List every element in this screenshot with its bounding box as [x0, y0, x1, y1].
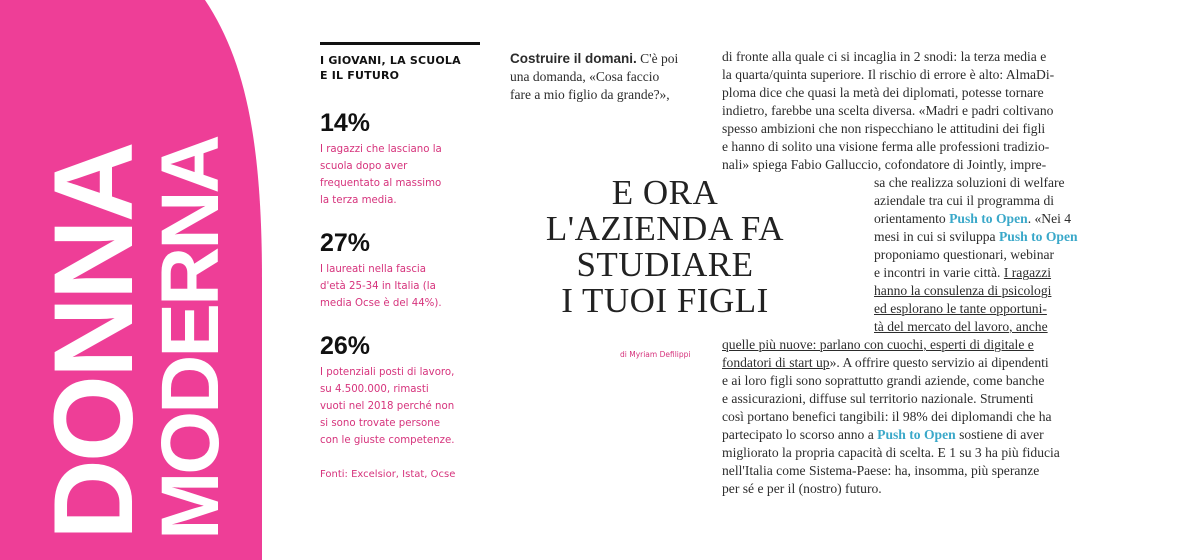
body-line: ploma dice che quasi la metà dei diplomati, potesse tornare — [722, 85, 1044, 100]
body-line: tà del mercato del lavoro, anche — [874, 319, 1048, 334]
stat-description-line: media Ocse è del 44%). — [320, 298, 442, 309]
masthead-svg — [0, 0, 262, 560]
brand-push-to-open: Push to Open — [877, 427, 956, 442]
body-line: spesso ambizioni che non rispecchiano le attitudini dei figli — [722, 121, 1046, 136]
body-text: mesi in cui si sviluppa — [874, 229, 999, 244]
stats-heading — [320, 53, 480, 83]
masthead-line-donna: DONNA — [31, 144, 156, 540]
body-text: . «Nei 4 — [1027, 211, 1072, 226]
body-line — [874, 210, 1071, 228]
stats-box — [320, 42, 480, 480]
body-line: nell'Italia come Sistema-Paese: ha, insomma, più speranze — [722, 463, 1040, 478]
body-line: la quarta/quinta superiore. Il rischio di errore è alto: AlmaDi- — [722, 67, 1055, 82]
intro-line-rest: C'è poi — [636, 51, 679, 66]
headline-line: I TUOI FIGLI — [561, 281, 769, 320]
intro-line — [510, 50, 702, 68]
body-line: aziendale tra cui il programma di — [874, 193, 1055, 208]
body-text: e incontri in varie città. — [874, 265, 1004, 280]
stat-description — [320, 261, 480, 312]
headline-line: STUDIARE — [576, 245, 754, 284]
body-line: e ai loro figli sono soprattutto grandi aziende, come banche — [722, 373, 1045, 388]
stat-description-line: I laureati nella fascia — [320, 264, 426, 275]
stat-item — [320, 109, 480, 209]
stat-description-line: d'età 25-34 in Italia (la — [320, 281, 436, 292]
brand-push-to-open: Push to Open — [998, 229, 1078, 244]
article-byline: di Myriam Defilippi — [620, 350, 691, 359]
stat-percent: 26% — [320, 332, 371, 360]
stat-description-line: si sono trovate persone — [320, 418, 440, 429]
body-text: ». A offrire questo servizio ai dipendenti — [829, 355, 1049, 370]
stat-description-line: frequentato al massimo — [320, 178, 442, 189]
body-line: quelle più nuove: parlano con cuochi, esperti di digitale e — [722, 337, 1034, 352]
body-line: indietro, farebbe una scelta diversa. «Madri e padri coltivano — [722, 103, 1054, 118]
body-line: così portano benefici tangibili: il 98% dei diplomandi che ha — [722, 409, 1052, 424]
body-line: migliorato la propria capacità di scelta. E 1 su 3 ha più fiducia — [722, 445, 1060, 460]
stat-item — [320, 332, 480, 449]
underlined-text: I ragazzi — [1003, 265, 1052, 280]
body-line — [874, 264, 1051, 282]
intro-paragraph — [510, 50, 702, 104]
stat-description-line: con le giuste competenze. — [320, 435, 455, 446]
body-text: sostiene di aver — [955, 427, 1044, 442]
masthead-band — [0, 0, 262, 560]
body-line: e hanno di solito una visione ferma alle professioni tradizio- — [722, 139, 1050, 154]
underlined-text: fondatori di start up — [722, 355, 830, 370]
brand-push-to-open: Push to Open — [949, 211, 1028, 226]
stat-percent: 14% — [320, 109, 371, 137]
stat-description-line: scuola dopo aver — [320, 161, 408, 172]
stat-item — [320, 229, 480, 312]
body-line — [874, 228, 1078, 246]
stat-description — [320, 141, 480, 209]
body-line: per sé e per il (nostro) futuro. — [722, 481, 882, 496]
body-line: sa che realizza soluzioni di welfare — [874, 175, 1065, 190]
headline-line: L'AZIENDA FA — [545, 209, 785, 248]
body-text: partecipato lo scorso anno a — [722, 427, 878, 442]
intro-line: fare a mio figlio da grande?», — [510, 87, 670, 102]
body-text: orientamento — [874, 211, 950, 226]
intro-line: una domanda, «Cosa faccio — [510, 69, 660, 84]
stat-description-line: la terza media. — [320, 195, 397, 206]
stat-description — [320, 364, 480, 449]
stat-description-line: I ragazzi che lasciano la — [320, 144, 442, 155]
body-line: ed esplorano le tante opportuni- — [874, 301, 1047, 316]
stat-percent: 27% — [320, 229, 371, 257]
stats-source: Fonti: Excelsior, Istat, Ocse — [320, 469, 456, 480]
stat-description-line: su 4.500.000, rimasti — [320, 384, 429, 395]
body-line: nali» spiega Fabio Galluccio, cofondatore di Jointly, impre- — [722, 157, 1047, 172]
body-line — [722, 354, 1049, 372]
stat-description-line: I potenziali posti di lavoro, — [320, 367, 455, 378]
stats-heading-line: E IL FUTURO — [320, 69, 400, 82]
body-line: e assicurazioni, diffuse sul territorio nazionale. Strumenti — [722, 391, 1034, 406]
body-line: hanno la consulenza di psicologi — [874, 283, 1052, 298]
body-line: di fronte alla quale ci si incaglia in 2 snodi: la terza media e — [722, 49, 1047, 64]
stat-description-line: vuoti nel 2018 perché non — [320, 401, 455, 412]
stats-top-rule — [320, 42, 480, 45]
stats-heading-line: I GIOVANI, LA SCUOLA — [320, 54, 461, 67]
article-headline — [540, 175, 790, 319]
body-line: proponiamo questionari, webinar — [874, 247, 1055, 262]
body-line — [722, 426, 1044, 444]
intro-lead: Costruire il domani. — [510, 51, 637, 66]
masthead-line-moderna: MODERNA — [145, 137, 236, 540]
headline-line: E ORA — [611, 173, 719, 212]
